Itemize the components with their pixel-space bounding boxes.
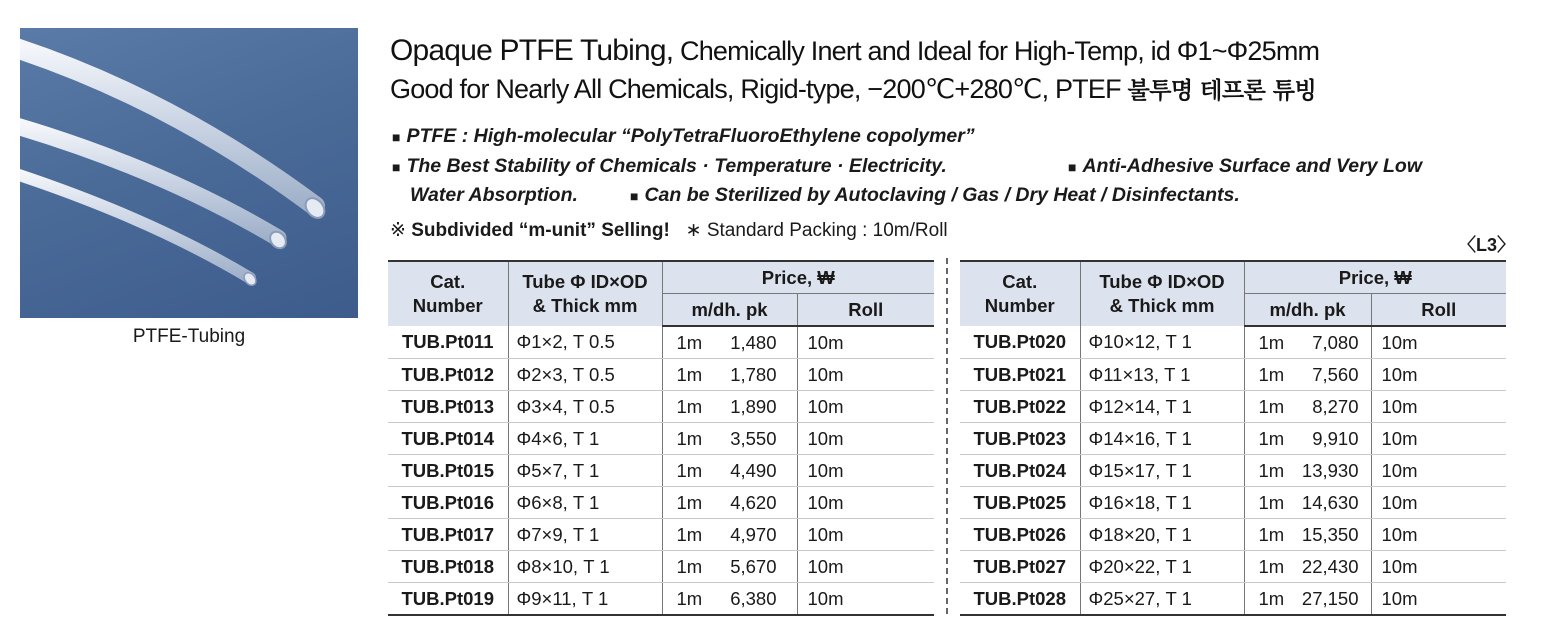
title-line2-rest: Good for Nearly All Chemicals, Rigid-type, −200℃+280℃, PTEF — [390, 74, 1121, 104]
square-bullet-icon: ■ — [392, 159, 401, 175]
unit-price-cell — [1244, 487, 1371, 519]
tube-size-cell: Φ2×3, T 0.5 — [508, 359, 662, 391]
unit-price: 7,560 — [1312, 363, 1359, 385]
cat-number-cell: TUB.Pt027 — [960, 551, 1080, 583]
square-bullet-icon: ■ — [1068, 159, 1077, 175]
roll-cell: 10m — [1371, 391, 1506, 423]
unit-price-cell — [1244, 455, 1371, 487]
price-table-right — [960, 260, 1506, 616]
unit-qty: 1m — [676, 491, 703, 513]
unit-qty: 1m — [1258, 491, 1285, 513]
cat-number-cell: TUB.Pt011 — [388, 326, 508, 359]
cat-number-cell: TUB.Pt025 — [960, 487, 1080, 519]
table-row — [388, 583, 934, 616]
unit-qty: 1m — [1258, 459, 1285, 481]
roll-cell: 10m — [797, 326, 934, 359]
table-row — [388, 391, 934, 423]
roll-cell: 10m — [797, 391, 934, 423]
roll-cell: 10m — [1371, 455, 1506, 487]
title-line-1 — [390, 34, 1319, 68]
reference-mark-icon: ※ — [390, 220, 406, 241]
unit-price: 3,550 — [730, 427, 777, 449]
unit-price-cell — [662, 583, 797, 616]
unit-price: 13,930 — [1301, 459, 1359, 481]
unit-price-cell — [1244, 583, 1371, 616]
unit-qty: 1m — [676, 587, 703, 609]
unit-price-cell — [662, 423, 797, 455]
table-row — [960, 551, 1506, 583]
table-row — [960, 326, 1506, 359]
tube-size-cell: Φ8×10, T 1 — [508, 551, 662, 583]
unit-price-cell — [662, 487, 797, 519]
unit-qty: 1m — [676, 395, 703, 417]
table-row — [388, 326, 934, 359]
unit-qty: 1m — [676, 523, 703, 545]
unit-qty: 1m — [1258, 523, 1285, 545]
square-bullet-icon: ■ — [630, 188, 639, 204]
unit-qty: 1m — [1258, 331, 1285, 353]
roll-cell: 10m — [1371, 551, 1506, 583]
header-roll: Roll — [1371, 294, 1506, 327]
unit-price: 1,890 — [730, 395, 777, 417]
table-row — [960, 583, 1506, 616]
tube-size-cell: Φ18×20, T 1 — [1080, 519, 1244, 551]
tube-size-cell: Φ12×14, T 1 — [1080, 391, 1244, 423]
header-mdh-pk: m/dh. pk — [662, 294, 797, 327]
tube-size-cell: Φ3×4, T 0.5 — [508, 391, 662, 423]
ptfe-tubes-illustration — [20, 28, 358, 318]
tube-size-cell: Φ10×12, T 1 — [1080, 326, 1244, 359]
cat-number-cell: TUB.Pt022 — [960, 391, 1080, 423]
unit-price-cell — [662, 551, 797, 583]
tube-size-cell: Φ11×13, T 1 — [1080, 359, 1244, 391]
cat-number-cell: TUB.Pt024 — [960, 455, 1080, 487]
tube-size-cell: Φ20×22, T 1 — [1080, 551, 1244, 583]
tube-size-cell: Φ6×8, T 1 — [508, 487, 662, 519]
tube-size-cell: Φ4×6, T 1 — [508, 423, 662, 455]
cat-number-cell: TUB.Pt012 — [388, 359, 508, 391]
unit-price: 9,910 — [1312, 427, 1359, 449]
table-row — [960, 455, 1506, 487]
unit-price-cell — [1244, 519, 1371, 551]
bullet-1-text: PTFE : High-molecular “PolyTetraFluoroEthylene copolymer” — [406, 125, 975, 147]
bullet-3-continued: Water Absorption. — [410, 184, 578, 206]
table-row — [388, 487, 934, 519]
header-tube-size: Tube Φ ID×OD & Thick mm — [508, 261, 662, 326]
bullet-3 — [1068, 155, 1422, 178]
subdivided-selling-text: Subdivided “m-unit” Selling! — [411, 220, 670, 241]
unit-price-cell — [1244, 359, 1371, 391]
table-divider — [946, 258, 948, 614]
cat-number-cell: TUB.Pt020 — [960, 326, 1080, 359]
header-tube-size: Tube Φ ID×OD & Thick mm — [1080, 261, 1244, 326]
header-roll: Roll — [797, 294, 934, 327]
table-row — [388, 551, 934, 583]
tube-size-cell: Φ25×27, T 1 — [1080, 583, 1244, 616]
header-cat-number: Cat. Number — [960, 261, 1080, 326]
cat-number-cell: TUB.Pt019 — [388, 583, 508, 616]
unit-price-cell — [662, 391, 797, 423]
cat-number-cell: TUB.Pt023 — [960, 423, 1080, 455]
unit-price-cell — [662, 359, 797, 391]
bullet-3-text: Anti-Adhesive Surface and Very Low — [1082, 155, 1422, 177]
roll-cell: 10m — [797, 583, 934, 616]
unit-price-cell — [1244, 423, 1371, 455]
unit-price: 15,350 — [1301, 523, 1359, 545]
table-row — [960, 359, 1506, 391]
table-row — [388, 359, 934, 391]
bullet-2 — [392, 155, 947, 178]
roll-cell: 10m — [1371, 519, 1506, 551]
table-row — [388, 455, 934, 487]
unit-price: 27,150 — [1301, 587, 1359, 609]
bullet-4 — [630, 184, 1240, 207]
roll-cell: 10m — [797, 423, 934, 455]
unit-price: 5,670 — [730, 555, 777, 577]
unit-price: 22,430 — [1301, 555, 1359, 577]
unit-price: 1,480 — [730, 331, 777, 353]
cat-number-cell: TUB.Pt014 — [388, 423, 508, 455]
bullet-2-text: The Best Stability of Chemicals · Temperature · Electricity. — [406, 155, 947, 177]
unit-price-cell — [662, 519, 797, 551]
unit-qty: 1m — [676, 459, 703, 481]
tube-size-cell: Φ1×2, T 0.5 — [508, 326, 662, 359]
roll-cell: 10m — [797, 359, 934, 391]
cat-number-cell: TUB.Pt017 — [388, 519, 508, 551]
header-price: Price, ₩ — [662, 261, 934, 294]
header-price: Price, ₩ — [1244, 261, 1506, 294]
unit-qty: 1m — [1258, 363, 1285, 385]
product-photo — [20, 28, 358, 318]
cat-number-cell: TUB.Pt026 — [960, 519, 1080, 551]
cat-number-cell: TUB.Pt021 — [960, 359, 1080, 391]
table-row — [960, 423, 1506, 455]
price-table-left — [388, 260, 934, 616]
roll-cell: 10m — [1371, 583, 1506, 616]
unit-price: 6,380 — [730, 587, 777, 609]
tube-size-cell: Φ9×11, T 1 — [508, 583, 662, 616]
unit-price: 4,970 — [730, 523, 777, 545]
roll-cell: 10m — [797, 487, 934, 519]
unit-qty: 1m — [676, 555, 703, 577]
square-bullet-icon: ■ — [392, 129, 401, 145]
roll-cell: 10m — [1371, 326, 1506, 359]
unit-price-cell — [1244, 391, 1371, 423]
roll-cell: 10m — [1371, 423, 1506, 455]
header-mdh-pk: m/dh. pk — [1244, 294, 1371, 327]
unit-qty: 1m — [1258, 555, 1285, 577]
unit-price: 7,080 — [1312, 331, 1359, 353]
table-row — [388, 423, 934, 455]
unit-price: 8,270 — [1312, 395, 1359, 417]
roll-cell: 10m — [1371, 487, 1506, 519]
unit-price-cell — [662, 326, 797, 359]
unit-qty: 1m — [1258, 427, 1285, 449]
tube-size-cell: Φ5×7, T 1 — [508, 455, 662, 487]
page-code: 〈L3〉 — [1458, 235, 1516, 255]
roll-cell: 10m — [797, 551, 934, 583]
unit-price: 1,780 — [730, 363, 777, 385]
tube-size-cell: Φ16×18, T 1 — [1080, 487, 1244, 519]
title-line-2 — [390, 72, 1316, 105]
tube-size-cell: Φ15×17, T 1 — [1080, 455, 1244, 487]
unit-price-cell — [1244, 326, 1371, 359]
unit-price-cell — [1244, 551, 1371, 583]
cat-number-cell: TUB.Pt018 — [388, 551, 508, 583]
cat-number-cell: TUB.Pt015 — [388, 455, 508, 487]
unit-price: 14,630 — [1301, 491, 1359, 513]
unit-price: 4,490 — [730, 459, 777, 481]
table-row — [960, 487, 1506, 519]
cat-number-cell: TUB.Pt016 — [388, 487, 508, 519]
bullet-4-text: Can be Sterilized by Autoclaving / Gas / Dry Heat / Disinfectants. — [644, 184, 1240, 206]
header-cat-number: Cat. Number — [388, 261, 508, 326]
roll-cell: 10m — [797, 519, 934, 551]
bullet-1 — [392, 125, 975, 148]
unit-qty: 1m — [1258, 395, 1285, 417]
table-row — [388, 519, 934, 551]
selling-note — [390, 219, 948, 242]
unit-qty: 1m — [676, 331, 703, 353]
cat-number-cell: TUB.Pt013 — [388, 391, 508, 423]
standard-packing-text: ∗ Standard Packing : 10m/Roll — [685, 220, 948, 241]
roll-cell: 10m — [797, 455, 934, 487]
roll-cell: 10m — [1371, 359, 1506, 391]
title-korean: 불투명 테프론 튜빙 — [1127, 78, 1317, 104]
cat-number-cell: TUB.Pt028 — [960, 583, 1080, 616]
title-line1-rest: Chemically Inert and Ideal for High-Temp, id Φ1~Φ25mm — [680, 36, 1320, 66]
tube-size-cell: Φ14×16, T 1 — [1080, 423, 1244, 455]
title-main: Opaque PTFE Tubing, — [390, 34, 674, 67]
unit-qty: 1m — [1258, 587, 1285, 609]
table-row — [960, 391, 1506, 423]
unit-qty: 1m — [676, 363, 703, 385]
unit-qty: 1m — [676, 427, 703, 449]
unit-price: 4,620 — [730, 491, 777, 513]
photo-caption: PTFE-Tubing — [132, 326, 246, 347]
table-row — [960, 519, 1506, 551]
tube-size-cell: Φ7×9, T 1 — [508, 519, 662, 551]
unit-price-cell — [662, 455, 797, 487]
